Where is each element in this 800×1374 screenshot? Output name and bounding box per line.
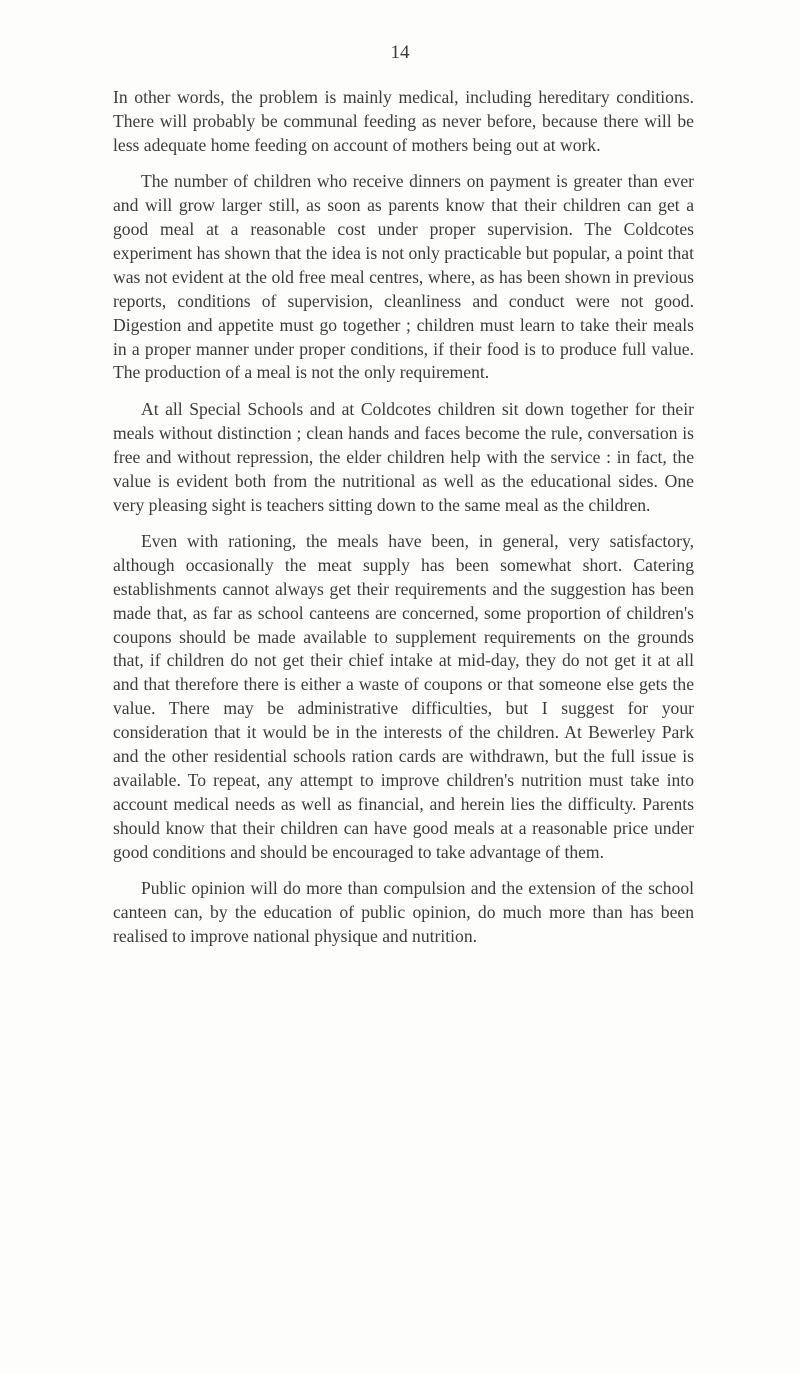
paragraph-5: Public opinion will do more than compulsion and the extension of the school canteen can, by the education of public opinion, do much more than has been realised to improve national physique and nutrition. [113, 878, 694, 946]
paragraph-2: The number of children who receive dinners on payment is greater than ever and will grow larger still, as soon as parents know that their children can get a good meal at a reasonable cost under proper supervision. The Coldcotes experiment has shown that the idea is not only practicable but popular, a point that was not evident at the old free meal centres, where, as has been shown in previous reports, conditions of supervision, cleanliness and conduct were not good. Digestion and appetite must go together ; children must learn to take their meals in a proper manner under proper conditions, if their food is to produce full value. The production of a meal is not the only requirement. [113, 171, 694, 383]
paragraph-1: In other words, the problem is mainly medical, including hereditary conditions. There will probably be communal feeding as never before, because there will be less adequate home feeding on account of mothers being out at work. [113, 87, 694, 155]
body-text [113, 86, 694, 961]
paragraph-3: At all Special Schools and at Coldcotes children sit down together for their meals without distinction ; clean hands and faces become the rule, conversation is free and without repression, the elder children help with the service : in fact, the value is evident both from the nutritional as well as the educational sides. One very pleasing sight is teachers sitting down to the same meal as the children. [113, 398, 694, 515]
page-number: 14 [390, 42, 410, 63]
paragraph-4: Even with rationing, the meals have been, in general, very satisfactory, although occasionally the meat supply has been somewhat short. Catering establishments cannot always get their requirements and the suggestion has been made that, as far as school canteens are concerned, some proportion of children's coupons should be made available to supplement requirements on the grounds that, if children do not get their chief intake at mid-day, they do not get it at all and that therefore there is either a waste of coupons or that someone else gets the value. There may be administrative difficulties, but I suggest for your consideration that it would be in the interests of the children. At Bewerley Park and the other residential schools ration cards are withdrawn, but the full issue is available. To repeat, any attempt to improve children's nutrition must take into account medical needs as well as financial, and herein lies the difficulty. Parents should know that their children can have good meals at a reasonable price under good conditions and should be encouraged to take advantage of them. [113, 530, 694, 862]
